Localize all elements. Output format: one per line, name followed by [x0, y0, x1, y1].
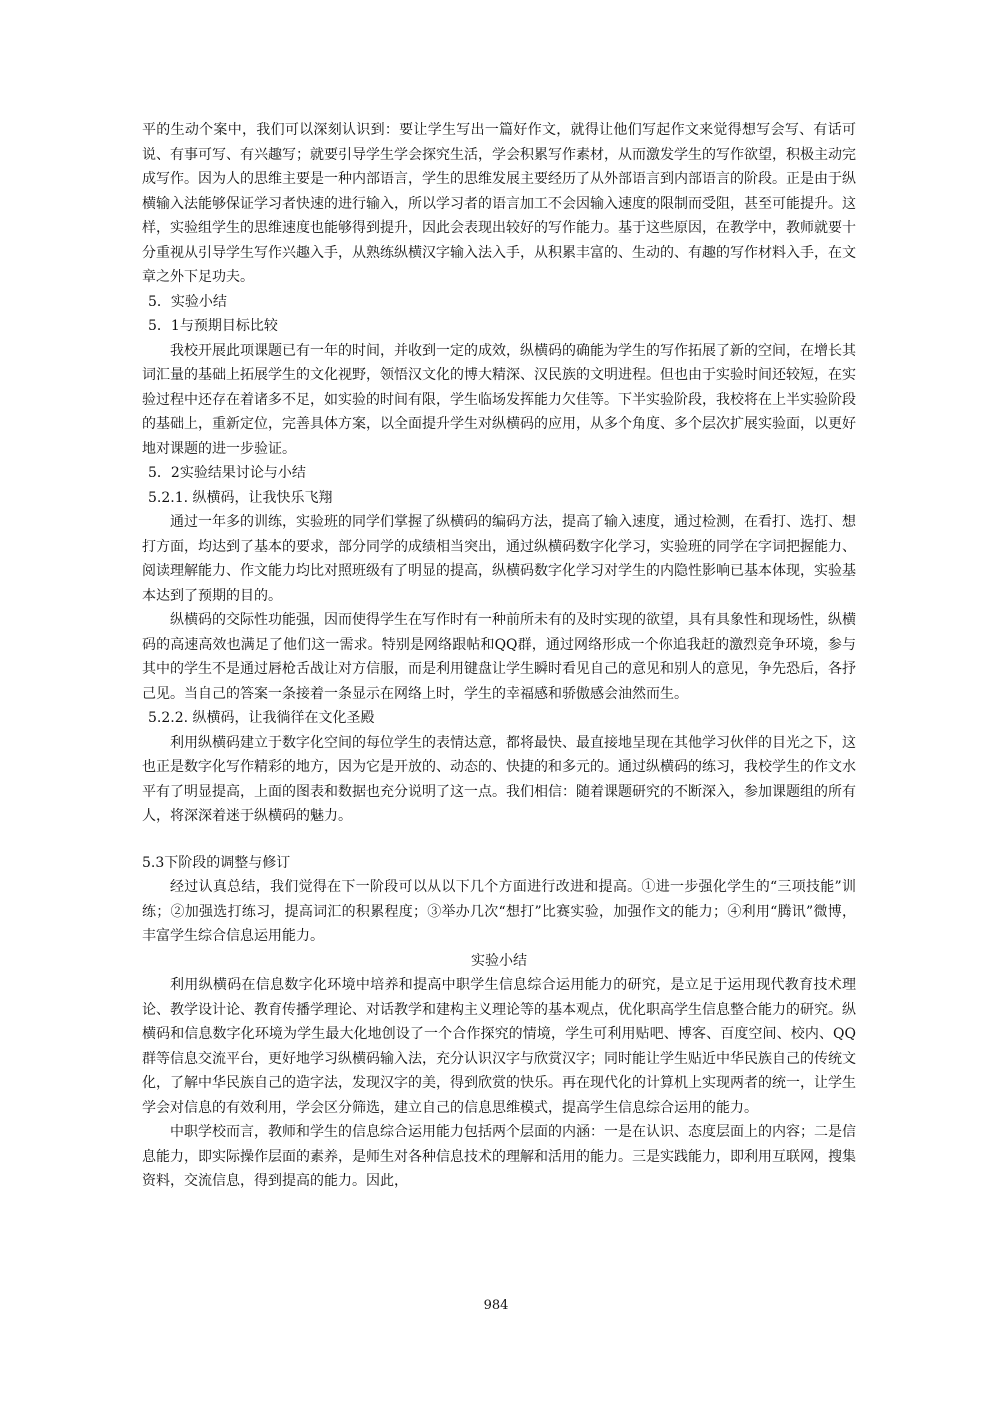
heading-section-5-3: 5.3下阶段的调整与修订: [142, 854, 291, 871]
paragraph-5-2-1-a: 通过一年多的训练，实验班的同学们掌握了纵横码的编码方法，提高了输入速度，通过检测，在看打、选打、想打方面，均达到了基本的要求，部分同学的成绩相当突出，通过纵横码数字化学习，实验班的同学在字词把握能力、阅读理解能力、作文能力均比对照班级有了明显的提高，纵横码数字化学习对学生的内隐性影响已基本体现，实验基本达到了预期的目的。: [142, 514, 856, 604]
spacer: [142, 829, 856, 851]
heading-summary: 实验小结: [471, 952, 527, 969]
page-number: 984: [483, 1298, 509, 1313]
paragraph-summary-b: 中职学校而言，教师和学生的信息综合运用能力包括两个层面的内涵：一是在认识、态度层面上的内容；二是信息能力，即实际操作层面的素养，是师生对各种信息技术的理解和活用的能力。三是实践能力，即利用互联网，搜集资料，交流信息，得到提高的能力。因此，: [142, 1124, 856, 1189]
heading-section-5-2-2: 5.2.2. 纵横码，让我徜徉在文化圣殿: [148, 710, 375, 726]
heading-section-5-2: 5．2实验结果讨论与小结: [148, 465, 306, 481]
heading-section-5-2-1: 5.2.1. 纵横码，让我快乐飞翔: [148, 489, 333, 506]
paragraph-5-3: 经过认真总结，我们觉得在下一阶段可以从以下几个方面进行改进和提高。①进一步强化学生的“三项技能”训练；②加强选打练习，提高词汇的积累程度；③举办几次“想打”比赛实验，加强作文的能力；④利用“腾讯”微博，丰富学生综合信息运用能力。: [142, 879, 856, 944]
paragraph-5-1: 我校开展此项课题已有一年的时间，并收到一定的成效，纵横码的确能为学生的写作拓展了新的空间，在增长其词汇量的基础上拓展学生的文化视野，领悟汉文化的博大精深、汉民族的文明进程。但也由于实验时间还较短，在实验过程中还存在着诸多不足，如实验的时间有限，学生临场发挥能力欠佳等。下半实验阶段，我校将在上半实验阶段的基础上，重新定位，完善具体方案，以全面提升学生对纵横码的应用，从多个角度、多个层次扩展实验面，以更好地对课题的进一步验证。: [142, 342, 856, 457]
paragraph-5-2-2: 利用纵横码建立于数字化空间的每位学生的表情达意，都将最快、最直接地呈现在其他学习伙伴的目光之下，这也正是数字化写作精彩的地方，因为它是开放的、动态的、快捷的和多元的。通过纵横码的练习，我校学生的作文水平有了明显提高，上面的图表和数据也充分说明了这一点。我们相信：随着课题研究的不断深入，参加课题组的所有人，将深深着迷于纵横码的魅力。: [142, 734, 856, 824]
paragraph-5-2-1-b: 纵横码的交际性功能强，因而使得学生在写作时有一种前所未有的及时实现的欲望，具有具象性和现场性，纵横码的高速高效也满足了他们这一需求。特别是网络跟帖和QQ群，通过网络形成一个你追我赶的激烈竞争环境，参与其中的学生不是通过唇枪舌战让对方信服，而是利用键盘让学生瞬时看见自己的意见和别人的意见，争先恐后，各抒己见。当自己的答案一条接着一条显示在网络上时，学生的幸福感和骄傲感会油然而生。: [142, 612, 856, 702]
page-body: [142, 118, 856, 1194]
paragraph-intro: 平的生动个案中，我们可以深刻认识到：要让学生写出一篇好作文，就得让他们写起作文来觉得想写会写、有话可说、有事可写、有兴趣写；就要引导学生学会探究生活，学会积累写作素材，从而激发学生的写作欲望，积极主动完成写作。因为人的思维主要是一种内部语言，学生的思维发展主要经历了从外部语言到内部语言的阶段。正是由于纵横输入法能够保证学习者快速的进行输入，所以学习者的语言加工不会因输入速度的限制而受阻，甚至可能提升。这样，实验组学生的思维速度也能够得到提升，因此会表现出较好的写作能力。基于这些原因，在教学中，教师就要十分重视从引导学生写作兴趣入手，从熟练纵横汉字输入法入手，从积累丰富的、生动的、有趣的写作材料入手，在文章之外下足功夫。: [142, 122, 856, 285]
heading-section-5: 5．实验小结: [148, 293, 227, 310]
paragraph-summary-a: 利用纵横码在信息数字化环境中培养和提高中职学生信息综合运用能力的研究，是立足于运用现代教育技术理论、教学设计论、教育传播学理论、对话教学和建构主义理论等的基本观点，优化职高学生信息整合能力的研究。纵横码和信息数字化环境为学生最大化地创设了一个合作探究的情境，学生可利用贴吧、博客、百度空间、校内、QQ群等信息交流平台，更好地学习纵横码输入法，充分认识汉字与欣赏汉字；同时能让学生贴近中华民族自己的传统文化，了解中华民族自己的造字法，发现汉字的美，得到欣赏的快乐。再在现代化的计算机上实现两者的统一，让学生学会对信息的有效利用，学会区分筛选，建立自己的信息思维模式，提高学生信息综合运用的能力。: [142, 977, 856, 1116]
heading-section-5-1: 5．1与预期目标比较: [148, 318, 278, 334]
